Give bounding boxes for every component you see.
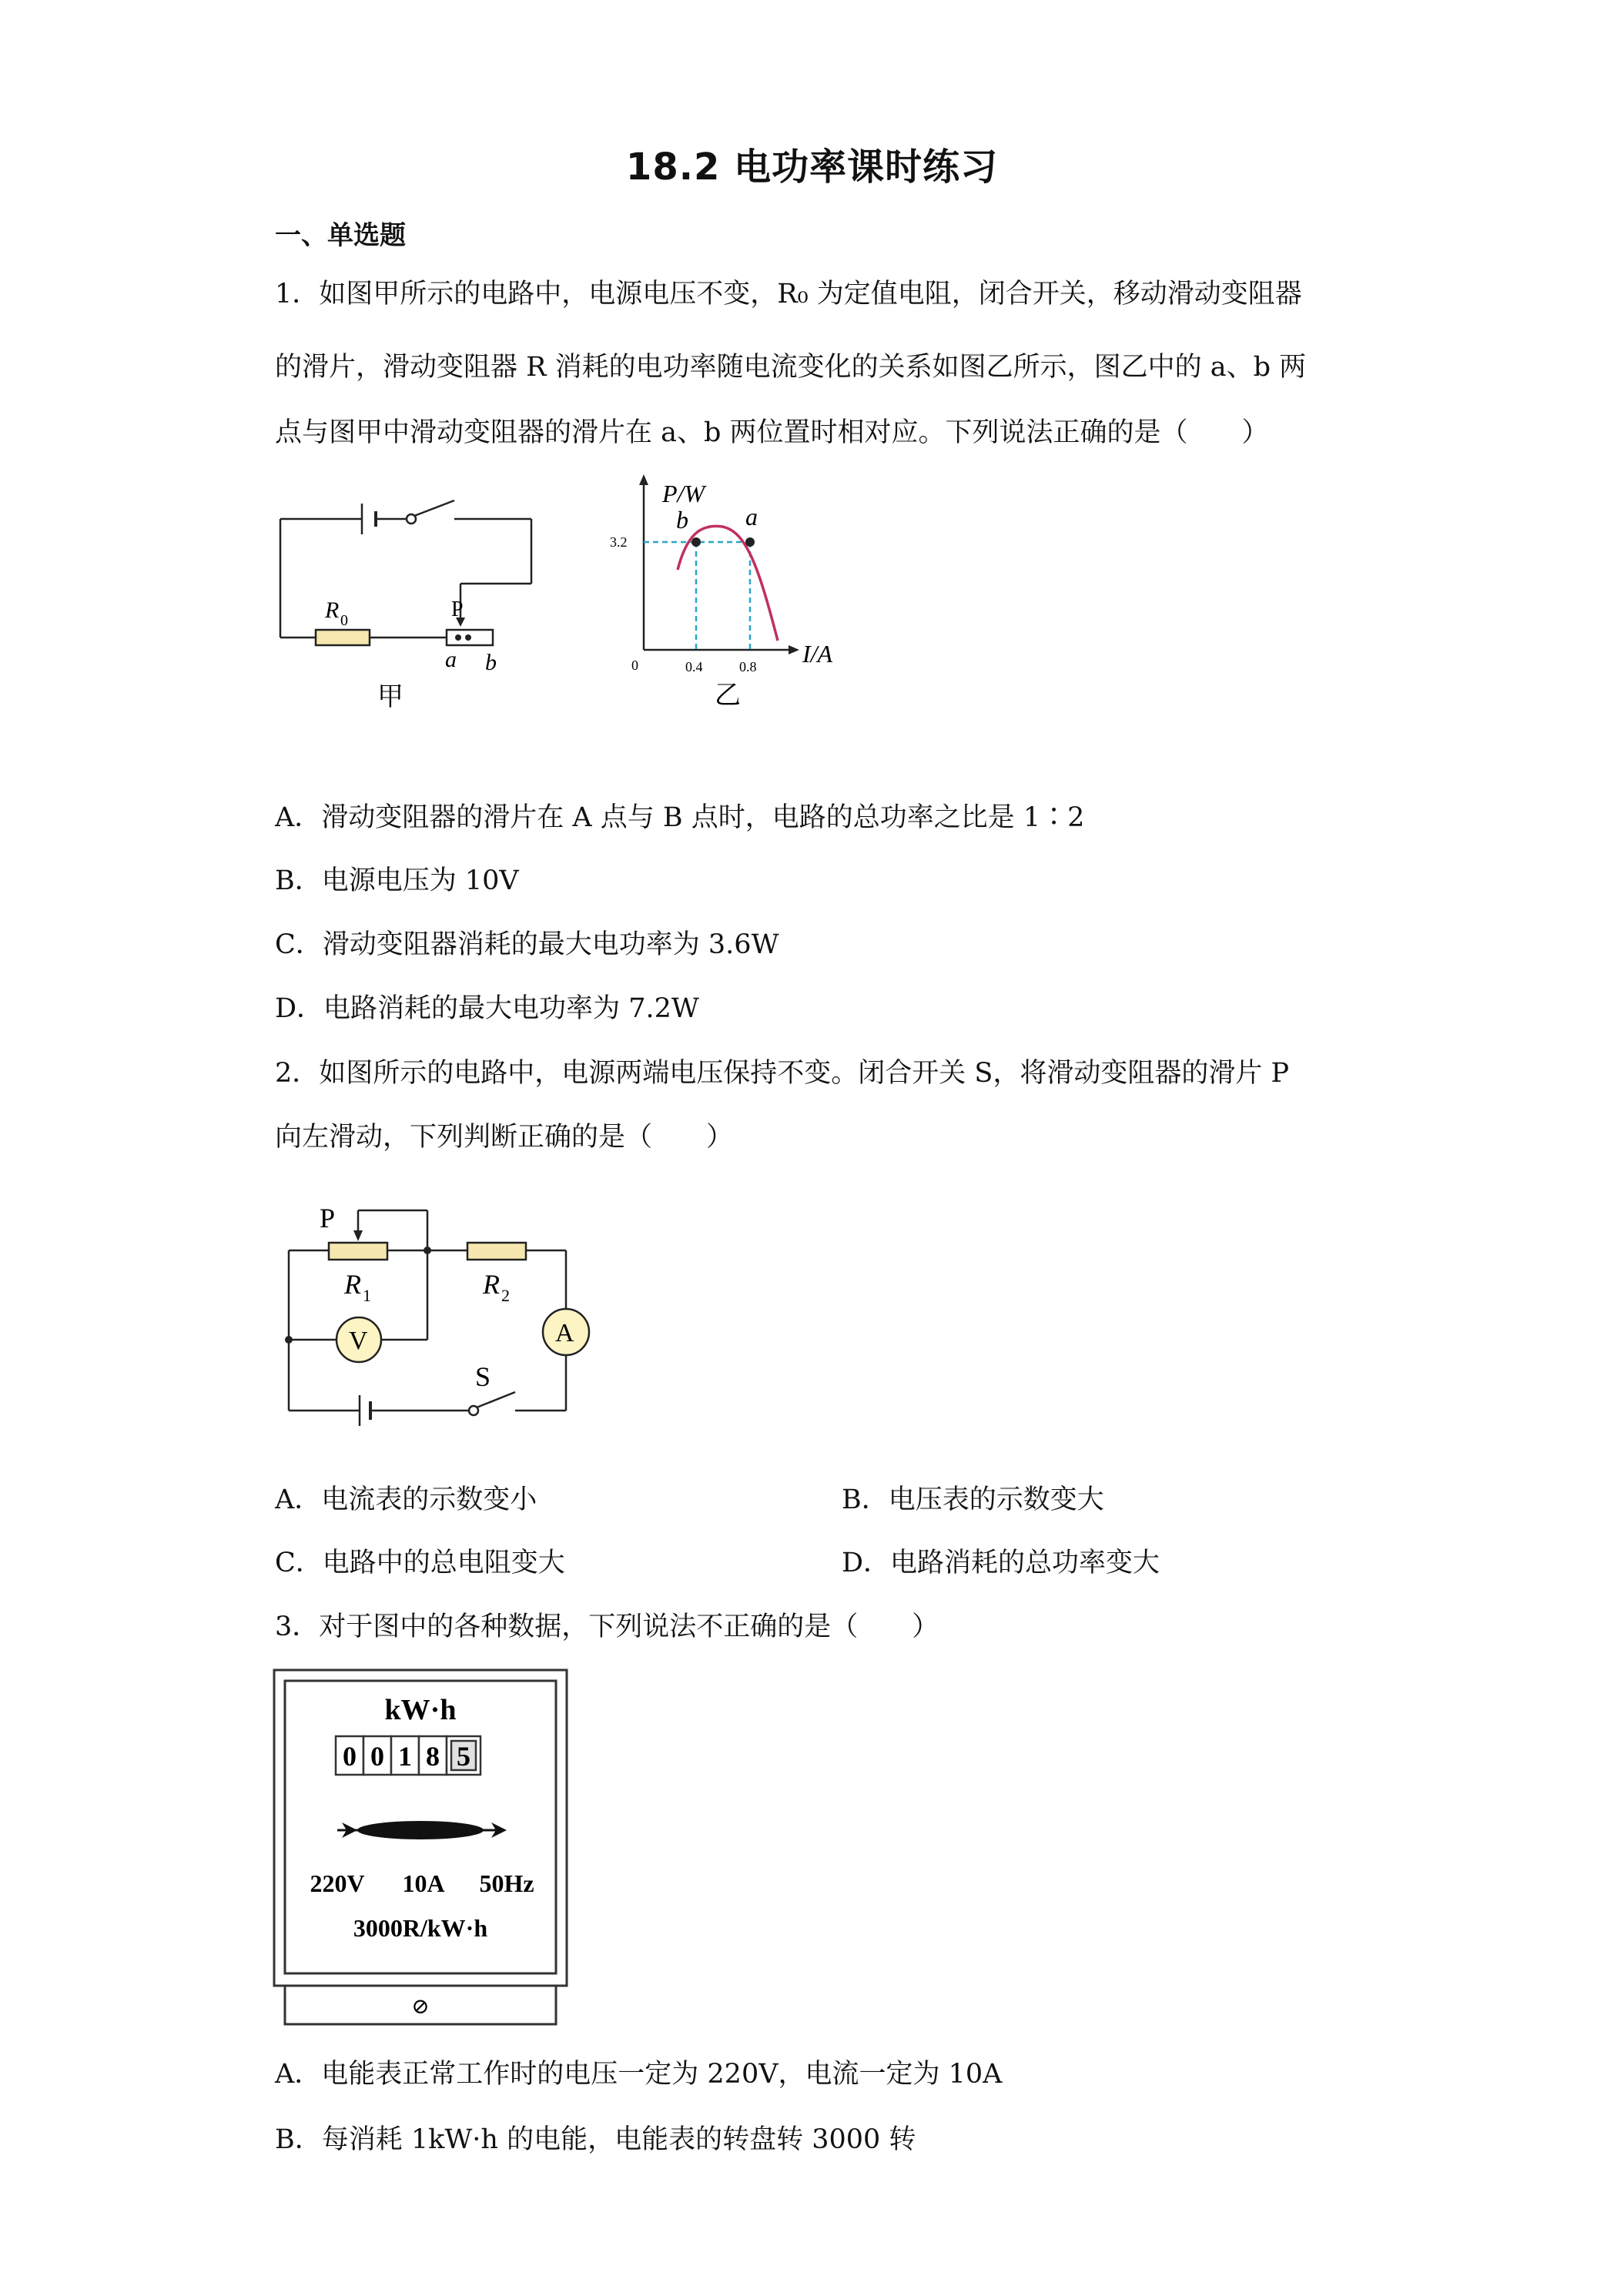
meter-voltage: 220V [310,1869,365,1897]
q2-option-b: B．电压表的示数变大 [842,1484,1104,1515]
screw-slot-icon: ⊘ [411,1995,430,2019]
point-b-label: b [485,650,497,675]
voltmeter-label: V [349,1327,368,1355]
r1-label: R [344,1269,361,1300]
y-tick-3-2: 3.2 [610,534,628,550]
q2-stem-line1: 2．如图所示的电路中，电源两端电压保持不变。闭合开关 S，将滑动变阻器的滑片 P [275,1058,1290,1089]
r2-subscript: 2 [501,1286,510,1305]
meter-digit-2: 0 [370,1741,384,1772]
q1-stem-line2: 的滑片，滑动变阻器 R 消耗的电功率随电流变化的关系如图乙所示，图乙中的 a、b 两 [275,352,1307,383]
q1-option-b: B．电源电压为 10V [275,865,519,896]
meter-unit: kW·h [384,1694,457,1726]
q2-circuit [273,1193,612,1440]
x-tick-0-8: 0.8 [739,659,757,674]
point-b-label: b [676,506,688,534]
meter-digit-5: 5 [457,1741,470,1772]
slider-p-label: P [320,1203,336,1233]
meter-digit-1: 0 [343,1741,357,1772]
q2-stem-line2: 向左滑动，下列判断正确的是（ ） [275,1122,734,1153]
r1-subscript: 1 [363,1286,371,1305]
q3-energy-meter [271,1667,571,2029]
origin-label: 0 [631,658,638,673]
slider-p-label: P [451,597,464,621]
q2-option-d: D．电路消耗的总功率变大 [842,1548,1160,1578]
meter-frequency: 50Hz [479,1869,534,1897]
r2-label: R [483,1269,500,1300]
r0-label: R [325,597,340,623]
meter-current: 10A [402,1869,445,1897]
switch-s-label: S [475,1361,491,1392]
q2-option-a: A．电流表的示数变小 [275,1484,537,1515]
q1-option-c: C．滑动变阻器消耗的最大电功率为 3.6W [275,929,779,960]
meter-digit-4: 8 [426,1741,440,1772]
meter-rate: 3000R/kW·h [353,1914,488,1942]
q1-power-graph-yi [601,470,862,716]
figure-caption-jia: 甲 [377,683,403,711]
y-axis-label: P/W [662,480,705,507]
meter-digit-3: 1 [398,1741,412,1772]
q1-stem-line3: 点与图甲中滑动变阻器的滑片在 a、b 两位置时相对应。下列说法正确的是（ ） [275,417,1269,448]
ammeter-label: A [555,1319,574,1347]
section-heading: 一、单选题 [275,220,406,251]
q1-option-d: D．电路消耗的最大电功率为 7.2W [275,993,699,1024]
x-tick-0-4: 0.4 [685,659,703,674]
q3-option-a: A．电能表正常工作时的电压一定为 220V，电流一定为 10A [275,2059,1003,2090]
q1-option-a: A．滑动变阻器的滑片在 A 点与 B 点时，电路的总功率之比是 1∶2 [275,802,1085,833]
q1-stem-line1: 1．如图甲所示的电路中，电源电压不变，R₀ 为定值电阻，闭合开关，移动滑动变阻器 [275,279,1302,310]
q2-option-c: C．电路中的总电阻变大 [275,1548,565,1578]
figure-caption-yi: 乙 [715,681,741,710]
q3-stem-line1: 3．对于图中的各种数据，下列说法不正确的是（ ） [275,1612,939,1642]
point-a-label: a [445,647,457,672]
r0-subscript: 0 [340,612,348,629]
page-title: 18.2 电功率课时练习 [625,146,999,189]
q1-circuit-jia [270,485,554,716]
x-axis-label: I/A [802,640,833,668]
q3-option-b: B．每消耗 1kW·h 的电能，电能表的转盘转 3000 转 [275,2124,916,2155]
point-a-label: a [745,503,758,530]
